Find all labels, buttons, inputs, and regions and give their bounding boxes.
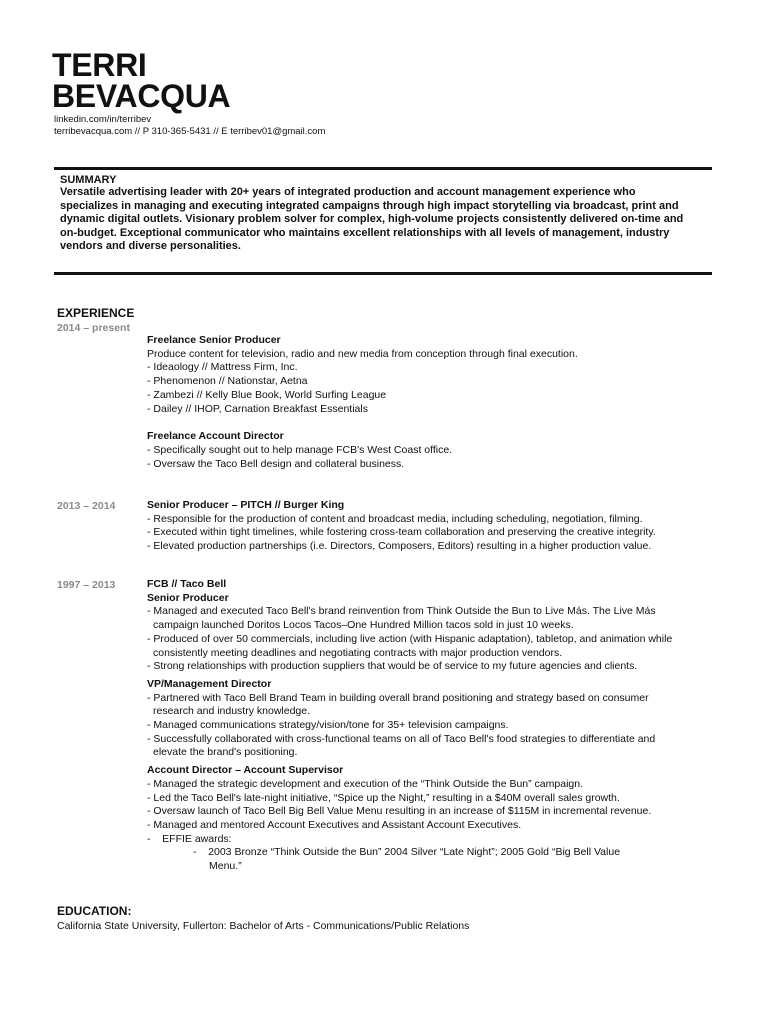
role-line: - Executed within tight timelines, while fostering cross-team collaboration and preserving the creative integrity. <box>147 526 656 539</box>
entry1-date: 2014 – present <box>57 322 130 334</box>
entry3-block <box>147 578 727 874</box>
first-name: TERRI <box>52 47 147 83</box>
contact-line: terribevacqua.com // P 310-365-5431 // E terribev01@gmail.com <box>54 126 326 137</box>
role-title: Senior Producer – PITCH // Burger King <box>147 499 345 511</box>
entry2-block <box>147 499 727 554</box>
last-name: BEVACQUA <box>52 78 231 114</box>
bottom-divider <box>54 272 712 275</box>
role-line: consistently meeting deadlines and negotiating contracts with major production vendors. <box>153 646 563 659</box>
role-title: Senior Producer <box>147 591 229 604</box>
effie-awards-line: - 2003 Bronze “Think Outside the Bun” 2004 Silver “Late Night”; 2005 Gold “Big Bell Value <box>193 846 621 859</box>
summary-text <box>60 186 708 254</box>
role-line: - Oversaw the Taco Bell design and collateral business. <box>147 457 405 470</box>
candidate-name <box>52 47 231 114</box>
contact-info <box>54 114 325 138</box>
summary-line: Versatile advertising leader with 20+ years of integrated production and account management experience who <box>60 186 636 198</box>
role-line: - Managed and executed Taco Bell's brand reinvention from Think Outside the Bun to Live Más. The Live Más <box>147 605 656 618</box>
role-line: - Successfully collaborated with cross-functional teams on all of Taco Bell's food strategies to differentiate and <box>147 732 656 745</box>
top-divider <box>54 167 712 170</box>
entry2-date: 2013 – 2014 <box>57 500 116 512</box>
role-title: Freelance Account Director <box>147 430 284 443</box>
effie-label: - EFFIE awards: <box>147 832 232 845</box>
role-line: Produce content for television, radio and new media from conception through final execution. <box>147 347 578 360</box>
entry3-date: 1997 – 2013 <box>57 579 116 591</box>
role-line: - Responsible for the production of content and broadcast media, including scheduling, negotiation, filming. <box>147 512 643 525</box>
education-text: California State University, Fullerton: Bachelor of Arts - Communications/Public Relations <box>57 920 470 932</box>
entry1-block <box>147 334 727 471</box>
role-line: - Led the Taco Bell's late-night initiative, “Spice up the Night,” resulting in a $40M overall sales growth. <box>147 791 620 804</box>
role-line: - Phenomenon // Nationstar, Aetna <box>147 375 308 388</box>
role-line: - Strong relationships with production suppliers that would be of service to my future agencies and clients. <box>147 660 638 673</box>
role-line: - Specifically sought out to help manage FCB's West Coast office. <box>147 443 453 456</box>
role-line: - Managed the strategic development and execution of the “Think Outside the Bun” campaign. <box>147 777 584 790</box>
summary-line: on-budget. Exceptional communicator who maintains excellent relationships with all levels of management, industry <box>60 226 670 239</box>
role-line: research and industry knowledge. <box>153 705 311 718</box>
summary-line: specializes in managing and executing integrated campaigns through high impact storytelling via broadcast, print and <box>60 199 679 212</box>
role-line: - Managed communications strategy/vision/tone for 35+ television campaigns. <box>147 719 509 732</box>
summary-title: SUMMARY <box>60 174 117 186</box>
linkedin-link[interactable]: linkedin.com/in/terribev <box>54 114 152 125</box>
role-line: - Ideaology // Mattress Firm, Inc. <box>147 361 298 374</box>
summary-line: vendors and diverse personalities. <box>60 240 241 252</box>
role-line: - Partnered with Taco Bell Brand Team in building overall brand positioning and strategy based on consumer <box>147 691 649 704</box>
role-line: - Oversaw launch of Taco Bell Big Bell Value Menu resulting in an increase of $115M in incremental revenue. <box>147 805 652 818</box>
role-title: Freelance Senior Producer <box>147 334 281 346</box>
education-title: EDUCATION: <box>57 904 132 918</box>
summary-line: dynamic digital outlets. Visionary problem solver for complex, high-volume projects consistently delivered on-time and <box>60 213 684 225</box>
role-title: VP/Management Director <box>147 677 272 690</box>
role-line: - Zambezi // Kelly Blue Book, World Surfing League <box>147 388 387 401</box>
role-line: - Produced of over 50 commercials, including live action (with Hispanic adaptation), tabletop, and animation while <box>147 632 673 645</box>
effie-awards-line: Menu.” <box>209 860 242 873</box>
role-title: Account Director – Account Supervisor <box>147 764 344 777</box>
role-line: - Managed and mentored Account Executives and Assistant Account Executives. <box>147 818 522 831</box>
role-line: elevate the brand's positioning. <box>153 746 298 759</box>
role-line: - Dailey // IHOP, Carnation Breakfast Essentials <box>147 402 368 415</box>
role-line: campaign launched Doritos Locos Tacos–One Hundred Million tacos sold in just 10 weeks. <box>153 619 574 632</box>
role-line: - Elevated production partnerships (i.e. Directors, Composers, Editors) resulting in a higher production value. <box>147 540 652 553</box>
company-name: FCB // Taco Bell <box>147 578 227 590</box>
experience-title: EXPERIENCE <box>57 306 135 320</box>
